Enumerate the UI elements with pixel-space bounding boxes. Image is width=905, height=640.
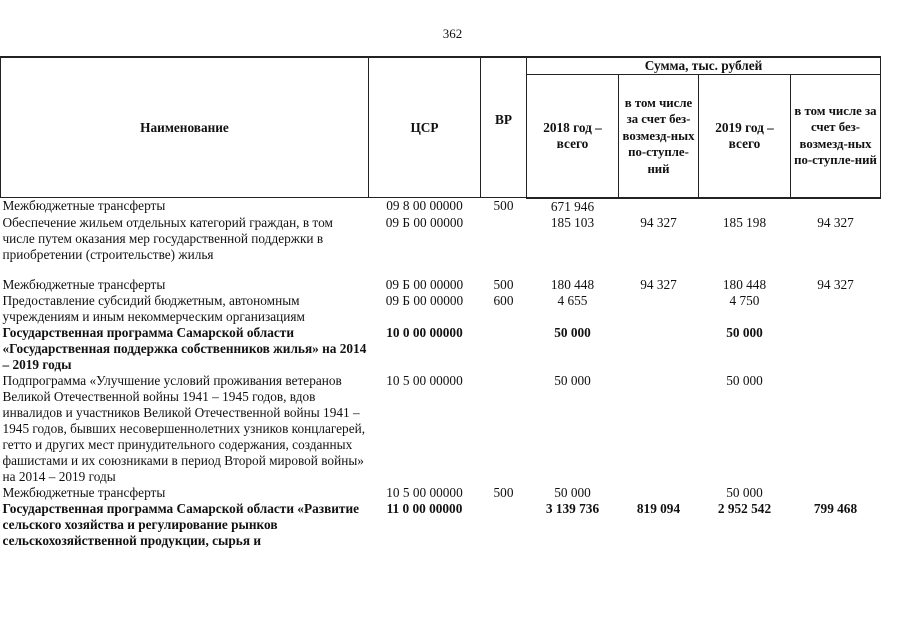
table-row — [1, 198, 881, 215]
row-2019-free — [791, 325, 881, 373]
table-row — [1, 485, 881, 501]
row-2018-total: 3 139 736 — [545, 500, 600, 516]
row-2019-free: 94 327 — [817, 276, 854, 292]
row-2018-free: 819 094 — [636, 500, 681, 516]
row-2018-free: 94 327 — [640, 276, 677, 292]
page-number: 362 — [442, 26, 463, 41]
row-vr: 600 — [493, 292, 514, 308]
row-2018-total: 671 946 — [550, 198, 595, 214]
header-csr: ЦСР — [369, 57, 481, 198]
row-2018-free — [619, 373, 699, 485]
row-csr: 09 8 00 00000 — [386, 198, 463, 213]
row-name: Государственная программа Самарской области «Развитие сельского хозяйства и регулирование рынков сельскохозяйственной продукции, сырья и — [2, 500, 360, 548]
header-sum-group: Сумма, тыс. рублей — [527, 57, 881, 75]
header-2019-total: 2019 год – всего — [699, 75, 791, 198]
row-2018-total: 180 448 — [550, 276, 595, 292]
row-2018-total: 50 000 — [554, 484, 591, 500]
row-2018-free: 94 327 — [640, 214, 677, 230]
row-csr: 09 Б 00 00000 — [385, 276, 464, 292]
row-vr — [481, 373, 527, 485]
row-2018-free — [619, 198, 699, 215]
row-name: Подпрограмма «Улучшение условий проживания ветеранов Великой Отечественной войны 1941 – 1945 годов, вдов инвалидов и участников Великой Отечественной войны 1941 – 1945 годов, бывших несовершеннолетних узников концлагерей, гетто и других мест принудительного содержания, созданных фашистами и их союзниками в период Второй мировой войны» на 2014 – 2019 годы — [2, 372, 366, 484]
row-2018-total: 50 000 — [554, 372, 591, 388]
table-header — [1, 57, 881, 198]
row-2018-free — [619, 325, 699, 373]
row-csr: 10 5 00 00000 — [386, 484, 463, 500]
row-2019-total: 180 448 — [722, 276, 767, 292]
table-row — [1, 325, 881, 373]
row-2019-free — [791, 373, 881, 485]
row-csr: 10 0 00 00000 — [386, 324, 463, 340]
row-csr: 11 0 00 00000 — [386, 500, 463, 516]
table-row — [1, 373, 881, 485]
row-name: Предоставление субсидий бюджетным, автономным учреждениям и иным некоммерческим организациям — [2, 292, 305, 324]
row-2019-free — [791, 485, 881, 501]
row-name: Обеспечение жильем отдельных категорий граждан, в том числе путем оказания мер государственной поддержки в приобретении (строительстве) жилья — [2, 214, 333, 262]
row-2019-total: 185 198 — [722, 214, 767, 230]
row-2018-total: 4 655 — [557, 292, 588, 308]
header-name: Наименование — [1, 57, 369, 198]
header-2018-free: в том числе за счет без-возмезд-ных по-ступле-ний — [619, 75, 699, 198]
row-vr: 500 — [493, 276, 514, 292]
row-2019-total — [699, 198, 791, 215]
table-row — [1, 277, 881, 293]
row-name: Межбюджетные трансферты — [2, 198, 166, 213]
row-name: Межбюджетные трансферты — [2, 484, 166, 500]
row-name: Межбюджетные трансферты — [2, 276, 166, 292]
header-vr: ВР — [481, 57, 527, 198]
budget-table — [0, 56, 881, 549]
row-2018-free — [619, 485, 699, 501]
table-row — [1, 501, 881, 549]
row-vr: 500 — [493, 484, 514, 500]
row-2019-total: 50 000 — [726, 324, 763, 340]
row-csr: 09 Б 00 00000 — [385, 214, 464, 230]
table-body — [1, 198, 881, 549]
header-2019-free: в том числе за счет без-возмезд-ных по-ступле-ний — [791, 75, 881, 198]
table-row — [1, 293, 881, 325]
row-vr — [481, 501, 527, 549]
row-2019-free: 799 468 — [813, 500, 858, 516]
header-2018-total: 2018 год – всего — [527, 75, 619, 198]
row-2019-free — [791, 293, 881, 325]
row-csr: 09 Б 00 00000 — [385, 292, 464, 308]
table-row — [1, 215, 881, 277]
row-2019-free: 94 327 — [817, 214, 854, 230]
row-vr — [481, 325, 527, 373]
row-2019-total: 4 750 — [729, 292, 760, 308]
row-csr: 10 5 00 00000 — [386, 372, 463, 388]
row-2019-free — [791, 198, 881, 215]
row-vr — [481, 215, 527, 277]
row-2019-total: 50 000 — [726, 372, 763, 388]
row-2018-free — [619, 293, 699, 325]
row-name: Государственная программа Самарской области «Государственная поддержка собственников жилья» на 2014 – 2019 годы — [2, 324, 367, 372]
row-2018-total: 185 103 — [550, 214, 595, 230]
row-vr: 500 — [493, 198, 514, 213]
row-2019-total: 2 952 542 — [717, 500, 772, 516]
row-2019-total: 50 000 — [726, 484, 763, 500]
row-2018-total: 50 000 — [554, 324, 591, 340]
